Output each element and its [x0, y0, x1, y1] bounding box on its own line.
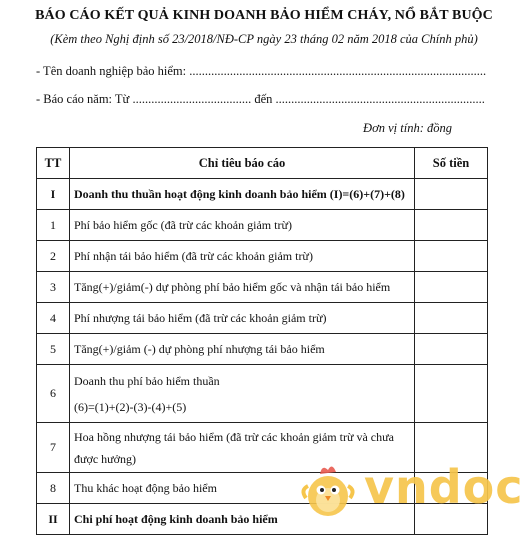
company-name-line: - Tên doanh nghiệp bảo hiểm: ...............................................................................................	[36, 64, 487, 78]
row-tt: 4	[37, 303, 70, 334]
row-tt: 2	[37, 241, 70, 272]
unit-label: Đơn vị tính: đồng	[363, 121, 452, 135]
row-label: Phí bảo hiểm gốc (đã trừ các khoản giảm trừ)	[70, 210, 415, 241]
table-header-row	[37, 148, 488, 179]
row-label	[70, 365, 415, 423]
row-label: Tăng(+)/giảm (-) dự phòng phí nhượng tái bảo hiểm	[70, 334, 415, 365]
row-label: Doanh thu thuần hoạt động kinh doanh bảo hiểm (I)=(6)+(7)+(8)	[70, 179, 415, 210]
row-amount	[415, 241, 488, 272]
header-criteria: Chỉ tiêu báo cáo	[70, 148, 415, 179]
row-amount	[415, 334, 488, 365]
table-row	[37, 303, 488, 334]
row-tt: 6	[37, 365, 70, 423]
row-label: Phí nhượng tái bảo hiểm (đã trừ các khoản giảm trừ)	[70, 303, 415, 334]
row-label-line: được hưởng)	[74, 451, 137, 466]
row-amount	[415, 303, 488, 334]
row-label-line: Doanh thu phí bảo hiểm thuần	[74, 373, 220, 388]
chicken-mascot-icon	[298, 460, 360, 520]
table-row	[37, 179, 488, 210]
table-row	[37, 241, 488, 272]
row-label-line: Hoa hồng nhượng tái bảo hiểm (đã trừ các khoản giảm trừ và chưa	[74, 429, 394, 444]
row-label: Thu khác hoạt động bảo hiểm	[70, 473, 415, 504]
table-row	[37, 365, 488, 423]
report-title: BÁO CÁO KẾT QUẢ KINH DOANH BẢO HIỂM CHÁY, NỔ BẮT BUỘC	[35, 8, 493, 23]
row-amount	[415, 210, 488, 241]
table-row	[37, 210, 488, 241]
header-amount: Số tiền	[415, 148, 488, 179]
row-amount	[415, 272, 488, 303]
row-tt: 1	[37, 210, 70, 241]
row-label: Chi phí hoạt động kinh doanh bảo hiểm	[70, 504, 415, 535]
watermark-text: vndoc	[364, 460, 524, 514]
header-tt: TT	[37, 148, 70, 179]
row-tt: 5	[37, 334, 70, 365]
row-amount	[415, 179, 488, 210]
row-label: Tăng(+)/giảm(-) dự phòng phí bảo hiểm gốc và nhận tái bảo hiểm	[70, 272, 415, 303]
table-row	[37, 334, 488, 365]
row-tt: 7	[37, 423, 70, 473]
row-tt: II	[37, 504, 70, 535]
row-label: Phí nhận tái bảo hiểm (đã trừ các khoản giảm trừ)	[70, 241, 415, 272]
vndoc-watermark	[298, 458, 528, 520]
report-subtitle: (Kèm theo Nghị định số 23/2018/NĐ-CP ngày 23 tháng 02 năm 2018 của Chính phủ)	[50, 32, 478, 46]
row-label-line: (6)=(1)+(2)-(3)-(4)+(5)	[74, 399, 187, 414]
row-tt: 3	[37, 272, 70, 303]
report-year-line: - Báo cáo năm: Từ ...................................... đến ...................................................................	[36, 92, 485, 106]
row-tt: 8	[37, 473, 70, 504]
table-row	[37, 272, 488, 303]
row-tt: I	[37, 179, 70, 210]
row-amount	[415, 365, 488, 423]
